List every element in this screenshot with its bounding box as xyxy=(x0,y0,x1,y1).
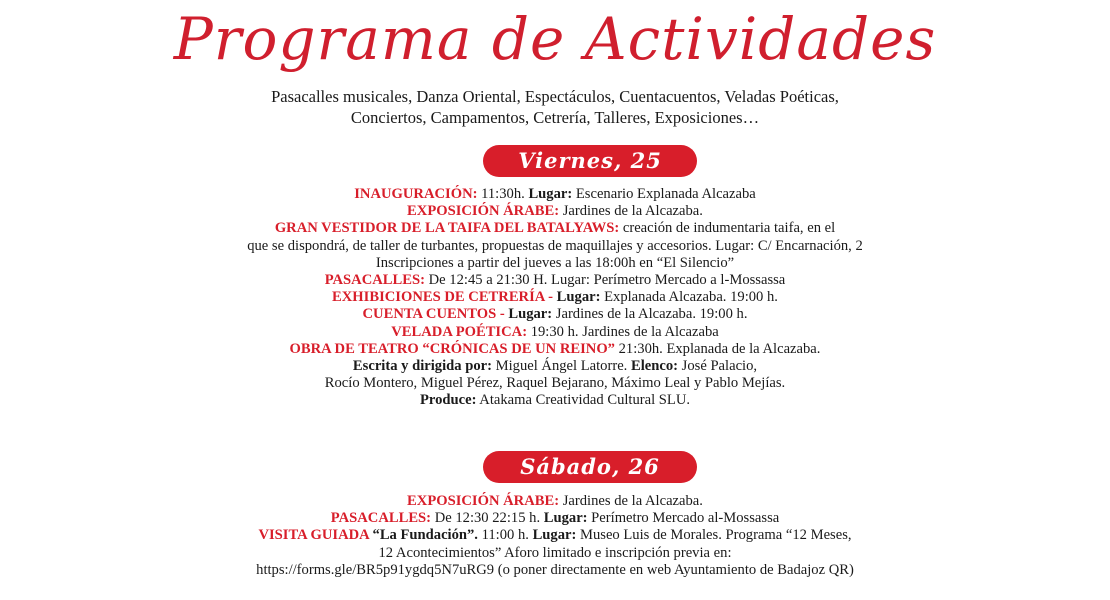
event-time: De 12:30 22:15 h. xyxy=(431,510,544,527)
viernes-schedule xyxy=(0,186,1110,410)
summary-line-1: Pasacalles musicales, Danza Oriental, Espectáculos, Cuentacuentos, Veladas Poéticas, xyxy=(271,87,839,106)
schedule-line-teatro xyxy=(0,341,1110,358)
schedule-line-vestidor xyxy=(0,220,1110,237)
schedule-line-vestidor-3: Inscripciones a partir del jueves a las 18:00h en “El Silencio” xyxy=(375,254,735,271)
schedule-line-cetreria xyxy=(0,289,1110,306)
event-place: Perímetro Mercado al-Mossassa xyxy=(587,510,780,527)
event-time: 11:30h. xyxy=(477,186,529,202)
producer-label: Produce: xyxy=(419,392,477,409)
event-label: GRAN VESTIDOR DE LA TAIFA DEL BATALYAWS: xyxy=(274,220,620,237)
event-time: 11:00 h. xyxy=(477,527,533,544)
activities-summary xyxy=(0,86,1110,128)
schedule-line-velada xyxy=(0,324,1110,341)
schedule-line-pasacalles xyxy=(0,510,1110,527)
event-place: Jardines de la Alcazaba. xyxy=(559,493,703,509)
schedule-line-produce xyxy=(0,392,1110,409)
schedule-line-exposicion xyxy=(0,493,1110,510)
sabado-schedule xyxy=(0,493,1110,579)
schedule-line-vestidor-2: que se dispondrá, de taller de turbantes, propuestas de maquillajes y accesorios. Lugar: C/ Encarnación, 2 xyxy=(247,237,863,254)
event-label: OBRA DE TEATRO “CRÓNICAS DE UN REINO” xyxy=(289,340,615,357)
event-label: VELADA POÉTICA: xyxy=(391,323,528,340)
event-label: EXPOSICIÓN ÁRABE: xyxy=(407,493,560,509)
day-heading-viernes: Viernes, 25 xyxy=(483,145,697,177)
event-text: Explanada Alcazaba. 19:00 h. xyxy=(600,289,778,306)
schedule-line-exposicion xyxy=(0,203,1110,220)
place-label: Lugar: xyxy=(543,510,588,527)
event-text: 21:30h. Explanada de la Alcazaba. xyxy=(614,340,821,357)
place-label: Lugar: xyxy=(556,289,601,306)
event-label: PASACALLES: xyxy=(324,272,425,289)
event-text: 19:30 h. Jardines de la Alcazaba xyxy=(527,323,719,340)
schedule-line-visita-2: 12 Acontecimientos” Aforo limitado e inscripción previa en: xyxy=(378,544,732,561)
place-label: Lugar: xyxy=(508,306,553,323)
schedule-line-credits xyxy=(0,358,1110,375)
event-text: creación de indumentaria taifa, en el xyxy=(619,220,836,237)
event-name: “La Fundación”. xyxy=(372,527,478,544)
schedule-line-cuentos xyxy=(0,306,1110,323)
place-label: Lugar: xyxy=(532,527,577,544)
event-text: Museo Luis de Morales. Programa “12 Meses, xyxy=(576,527,852,544)
day-heading-sabado: Sábado, 26 xyxy=(483,451,697,483)
credits-text: Miguel Ángel Latorre. xyxy=(491,358,631,375)
cast-text: José Palacio, xyxy=(678,358,758,375)
schedule-line-inauguracion xyxy=(0,186,1110,203)
place-label: Lugar: xyxy=(528,186,573,202)
schedule-line-pasacalles xyxy=(0,272,1110,289)
event-label: EXPOSICIÓN ÁRABE: xyxy=(407,203,560,220)
event-place: Jardines de la Alcazaba. xyxy=(559,203,703,220)
summary-line-2: Conciertos, Campamentos, Cetrería, Talleres, Exposiciones… xyxy=(350,108,760,127)
event-label: VISITA GUIADA xyxy=(258,527,373,544)
producer-text: Atakama Creatividad Cultural SLU. xyxy=(476,392,691,409)
event-label: INAUGURACIÓN: xyxy=(354,186,478,202)
cast-label: Elenco: xyxy=(630,358,679,375)
event-label: PASACALLES: xyxy=(330,510,432,527)
credits-label: Escrita y dirigida por: xyxy=(352,358,492,375)
event-label: EXHIBICIONES DE CETRERÍA - xyxy=(332,289,557,306)
event-text: Jardines de la Alcazaba. 19:00 h. xyxy=(552,306,748,323)
event-place: Escenario Explanada Alcazaba xyxy=(572,186,756,202)
registration-link: https://forms.gle/BR5p91ygdq5N7uRG9 (o poner directamente en web Ayuntamiento de Badajoz QR) xyxy=(256,561,854,578)
page-title: Programa de Actividades xyxy=(173,5,937,73)
schedule-line-cast-2: Rocío Montero, Miguel Pérez, Raquel Bejarano, Máximo Leal y Pablo Mejías. xyxy=(324,375,786,392)
event-label: CUENTA CUENTOS - xyxy=(362,306,509,323)
schedule-line-visita xyxy=(0,527,1110,544)
event-text: De 12:45 a 21:30 H. Lugar: Perímetro Mercado a l-Mossassa xyxy=(424,272,786,289)
